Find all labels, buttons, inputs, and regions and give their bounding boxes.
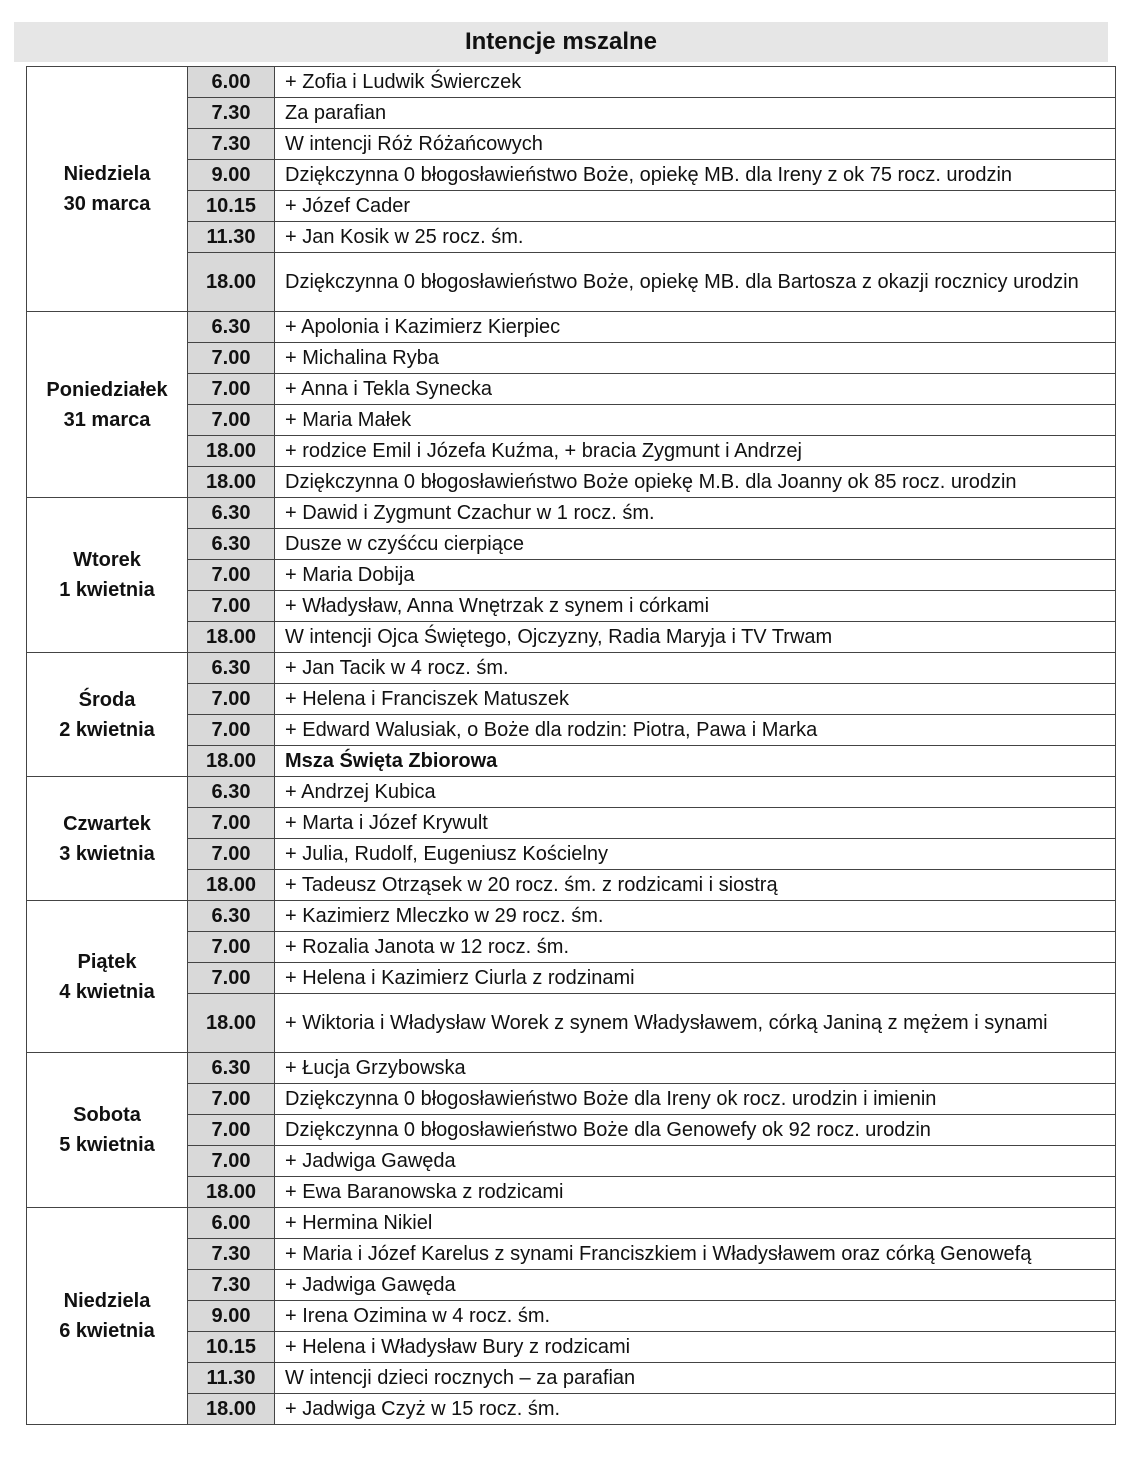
mass-intention: Za parafian [275,98,1116,129]
mass-intention: + Jan Tacik w 4 rocz. śm. [275,653,1116,684]
mass-intention: + Maria Małek [275,405,1116,436]
table-row [27,529,1116,560]
day-name: Piątek [77,950,137,973]
table-row [27,1208,1116,1239]
mass-intention: + Michalina Ryba [275,343,1116,374]
mass-intention: + Helena i Władysław Bury z rodzicami [275,1332,1116,1363]
mass-time: 7.00 [188,684,275,715]
table-row [27,684,1116,715]
mass-time: 7.00 [188,591,275,622]
mass-time: 18.00 [188,622,275,653]
mass-intention: Dziękczynna 0 błogosławieństwo Boże dla Ireny ok rocz. urodzin i imienin [275,1084,1116,1115]
mass-intention: W intencji Róż Różańcowych [275,129,1116,160]
mass-intention: Dziękczynna 0 błogosławieństwo Boże, opiekę MB. dla Bartosza z okazji rocznicy urodzin [275,253,1116,312]
mass-intention: + Kazimierz Mleczko w 29 rocz. śm. [275,901,1116,932]
day-date: 30 marca [63,193,151,215]
page-title: Intencje mszalne [14,22,1108,62]
mass-time: 6.30 [188,653,275,684]
table-row [27,1394,1116,1425]
table-row [27,222,1116,253]
table-row [27,963,1116,994]
day-name: Środa [78,688,136,711]
mass-intentions-table [26,66,1116,1425]
table-row [27,901,1116,932]
mass-time: 6.30 [188,498,275,529]
mass-intention: + Andrzej Kubica [275,777,1116,808]
day-date: 31 marca [63,408,151,431]
mass-intention: W intencji dzieci rocznych – za parafian [275,1363,1116,1394]
mass-intention: + rodzice Emil i Józefa Kuźma, + bracia Zygmunt i Andrzej [275,436,1116,467]
table-row [27,467,1116,498]
mass-time: 7.00 [188,1146,275,1177]
day-cell [27,653,188,777]
mass-time: 18.00 [188,870,275,901]
mass-intention: + Zofia i Ludwik Świerczek [275,67,1116,98]
day-date: 3 kwietnia [59,842,155,865]
table-row [27,1301,1116,1332]
day-cell [27,498,188,653]
table-row [27,870,1116,901]
mass-time: 7.30 [188,1239,275,1270]
day-date: 1 kwietnia [59,579,155,601]
table-row [27,994,1116,1053]
mass-time: 7.30 [188,129,275,160]
mass-time: 18.00 [188,994,275,1053]
table-row [27,191,1116,222]
table-row [27,1332,1116,1363]
table-row [27,343,1116,374]
mass-intention: + Anna i Tekla Synecka [275,374,1116,405]
mass-time: 7.00 [188,560,275,591]
table-row [27,591,1116,622]
mass-time: 11.30 [188,1363,275,1394]
mass-time: 18.00 [188,467,275,498]
table-row [27,67,1116,98]
mass-time: 6.30 [188,312,275,343]
mass-intention: + Helena i Franciszek Matuszek [275,684,1116,715]
table-row [27,312,1116,343]
mass-intention: W intencji Ojca Świętego, Ojczyzny, Radia Maryja i TV Trwam [275,622,1116,653]
table-row [27,498,1116,529]
mass-time: 10.15 [188,1332,275,1363]
mass-time: 18.00 [188,1394,275,1425]
mass-time: 7.00 [188,715,275,746]
schedule-body [27,67,1116,1425]
mass-intention: + Rozalia Janota w 12 rocz. śm. [275,932,1116,963]
table-row [27,808,1116,839]
table-row [27,1115,1116,1146]
mass-time: 6.00 [188,1208,275,1239]
mass-time: 18.00 [188,746,275,777]
table-row [27,715,1116,746]
mass-intention: + Julia, Rudolf, Eugeniusz Kościelny [275,839,1116,870]
table-row [27,405,1116,436]
mass-intention: + Edward Walusiak, o Boże dla rodzin: Piotra, Pawa i Marka [275,715,1116,746]
day-date: 2 kwietnia [59,718,155,741]
mass-time: 6.30 [188,901,275,932]
day-date: 4 kwietnia [59,980,155,1003]
table-row [27,932,1116,963]
mass-time: 7.00 [188,1084,275,1115]
mass-time: 9.00 [188,1301,275,1332]
day-date: 5 kwietnia [59,1134,155,1156]
mass-time: 6.30 [188,529,275,560]
table-row [27,374,1116,405]
mass-intention: + Marta i Józef Krywult [275,808,1116,839]
day-cell [27,901,188,1053]
table-row [27,160,1116,191]
day-date: 6 kwietnia [59,1320,155,1342]
table-row [27,1270,1116,1301]
table-row [27,560,1116,591]
day-cell [27,777,188,901]
mass-intention: + Helena i Kazimierz Ciurla z rodzinami [275,963,1116,994]
mass-time: 6.00 [188,67,275,98]
table-row [27,746,1116,777]
table-row [27,1084,1116,1115]
mass-time: 7.00 [188,808,275,839]
mass-intention: + Tadeusz Otrząsek w 20 rocz. śm. z rodzicami i siostrą [275,870,1116,901]
table-row [27,253,1116,312]
day-name: Czwartek [63,812,151,835]
mass-intention: + Hermina Nikiel [275,1208,1116,1239]
table-row [27,436,1116,467]
mass-intention: + Ewa Baranowska z rodzicami [275,1177,1116,1208]
day-name: Sobota [73,1104,141,1126]
table-row [27,98,1116,129]
mass-intention: Dziękczynna 0 błogosławieństwo Boże dla Genowefy ok 92 rocz. urodzin [275,1115,1116,1146]
mass-intention: + Jadwiga Gawęda [275,1270,1116,1301]
day-name: Poniedziałek [46,378,168,401]
table-row [27,653,1116,684]
mass-time: 7.30 [188,98,275,129]
mass-intention: + Maria i Józef Karelus z synami Franciszkiem i Władysławem oraz córką Genowefą [275,1239,1116,1270]
mass-intention: + Jadwiga Gawęda [275,1146,1116,1177]
mass-intention: Dziękczynna 0 błogosławieństwo Boże opiekę M.B. dla Joanny ok 85 rocz. urodzin [275,467,1116,498]
day-cell [27,67,188,312]
mass-time: 9.00 [188,160,275,191]
mass-time: 7.00 [188,405,275,436]
mass-intention: + Wiktoria i Władysław Worek z synem Władysławem, córką Janiną z mężem i synami [275,994,1116,1053]
mass-intention: + Apolonia i Kazimierz Kierpiec [275,312,1116,343]
table-row [27,129,1116,160]
day-name: Wtorek [73,549,141,571]
mass-intention: + Dawid i Zygmunt Czachur w 1 rocz. śm. [275,498,1116,529]
mass-intention: + Maria Dobija [275,560,1116,591]
mass-time: 6.30 [188,1053,275,1084]
table-row [27,1239,1116,1270]
day-name: Niedziela [63,1290,151,1312]
mass-time: 7.00 [188,374,275,405]
day-cell [27,1208,188,1425]
mass-intention: Dusze w czyśćcu cierpiące [275,529,1116,560]
mass-time: 18.00 [188,1177,275,1208]
table-row [27,1053,1116,1084]
table-row [27,777,1116,808]
mass-time: 7.00 [188,1115,275,1146]
mass-intention: + Irena Ozimina w 4 rocz. śm. [275,1301,1116,1332]
day-name: Niedziela [63,163,151,185]
mass-time: 7.30 [188,1270,275,1301]
mass-time: 7.00 [188,343,275,374]
mass-time: 7.00 [188,963,275,994]
mass-intention: Msza Święta Zbiorowa [275,746,1116,777]
mass-time: 18.00 [188,436,275,467]
table-row [27,1363,1116,1394]
day-cell [27,1053,188,1208]
mass-intention: + Józef Cader [275,191,1116,222]
table-row [27,1177,1116,1208]
mass-time: 6.30 [188,777,275,808]
mass-intention: + Jadwiga Czyż w 15 rocz. śm. [275,1394,1116,1425]
table-row [27,1146,1116,1177]
day-cell [27,312,188,498]
mass-time: 11.30 [188,222,275,253]
mass-intention: + Władysław, Anna Wnętrzak z synem i córkami [275,591,1116,622]
mass-intention: Dziękczynna 0 błogosławieństwo Boże, opiekę MB. dla Ireny z ok 75 rocz. urodzin [275,160,1116,191]
mass-time: 7.00 [188,932,275,963]
table-row [27,622,1116,653]
mass-time: 7.00 [188,839,275,870]
mass-time: 18.00 [188,253,275,312]
table-row [27,839,1116,870]
mass-intention: + Jan Kosik w 25 rocz. śm. [275,222,1116,253]
mass-intention: + Łucja Grzybowska [275,1053,1116,1084]
mass-time: 10.15 [188,191,275,222]
